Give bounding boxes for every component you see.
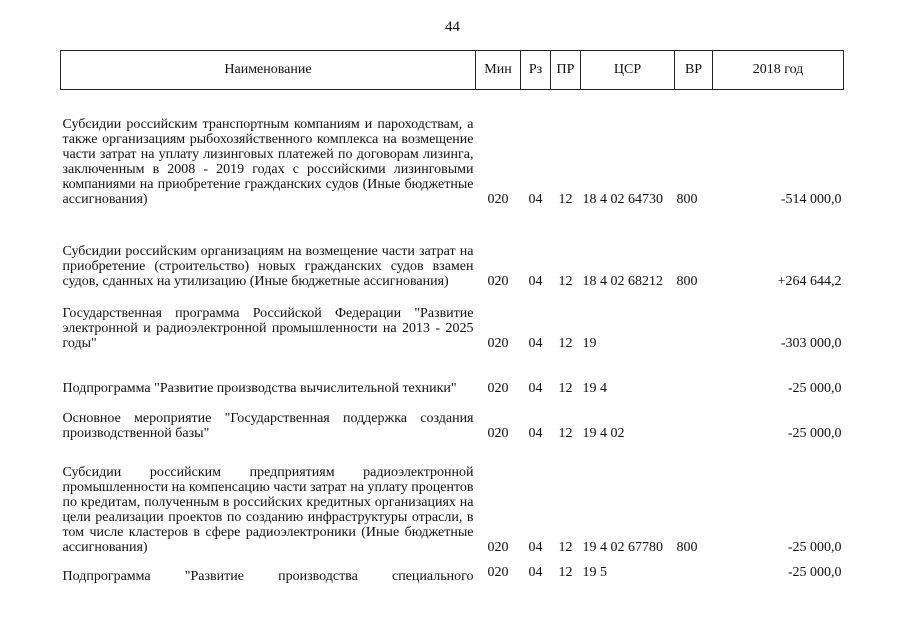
row-pr: 12 xyxy=(558,273,573,289)
row-csr: 19 4 02 67780 xyxy=(582,539,663,555)
row-pr: 12 xyxy=(558,335,573,351)
row-rz: 04 xyxy=(528,539,543,555)
row-rz: 04 xyxy=(528,191,543,207)
row-amount: -25 000,0 xyxy=(787,380,842,396)
table-row xyxy=(61,217,844,299)
row-min: 020 xyxy=(487,564,509,580)
row-rz: 04 xyxy=(528,425,543,441)
row-pr: 12 xyxy=(558,564,573,580)
row-pr: 12 xyxy=(558,380,573,396)
row-vr xyxy=(675,299,713,361)
table-row xyxy=(61,361,844,406)
row-pr: 12 xyxy=(558,425,573,441)
table-row xyxy=(61,565,844,593)
budget-table xyxy=(60,50,844,593)
row-rz: 04 xyxy=(528,335,543,351)
row-csr: 19 xyxy=(582,335,597,351)
row-amount: -25 000,0 xyxy=(787,539,842,555)
row-rz: 04 xyxy=(528,380,543,396)
header-rz: Рз xyxy=(521,51,551,90)
row-min: 020 xyxy=(487,273,509,289)
row-amount: +264 644,2 xyxy=(777,273,842,289)
row-amount: -25 000,0 xyxy=(787,564,842,580)
row-amount: -303 000,0 xyxy=(780,335,842,351)
row-name: Государственная программа Российской Федерации "Развитие электронной и радиоэлектронной промышленности на 2013 - 2025 годы" xyxy=(62,305,474,351)
row-rz: 04 xyxy=(528,273,543,289)
row-name: Подпрограмма "Развитие производства специального xyxy=(62,568,474,584)
table-header-row xyxy=(61,51,844,90)
header-name: Наименование xyxy=(61,51,476,90)
header-vr: ВР xyxy=(675,51,713,90)
row-csr: 19 5 xyxy=(582,564,607,580)
row-min: 020 xyxy=(487,191,509,207)
table-row xyxy=(61,406,844,451)
row-vr: 800 xyxy=(676,539,698,555)
row-name: Субсидии российским транспортным компаниям и пароходствам, а также организациям рыбохозяйственного комплекса на возмещение части затрат на уплату лизинговых платежей по договорам лизинга, заключенным в 2008 - 2019 годах с российскими лизинговыми компаниями на приобретение гражданских судов (Иные бюджетные ассигнования) xyxy=(62,116,474,207)
row-name: Подпрограмма "Развитие производства вычислительной техники" xyxy=(62,380,457,396)
header-csr: ЦСР xyxy=(581,51,675,90)
row-csr: 19 4 02 xyxy=(582,425,625,441)
table-row xyxy=(61,90,844,217)
row-amount: -25 000,0 xyxy=(787,425,842,441)
table-row xyxy=(61,451,844,565)
row-pr: 12 xyxy=(558,191,573,207)
row-min: 020 xyxy=(487,380,509,396)
row-vr xyxy=(675,361,713,406)
row-name: Основное мероприятие "Государственная поддержка создания производственной базы" xyxy=(62,410,474,441)
row-min: 020 xyxy=(487,335,509,351)
row-vr xyxy=(675,565,713,593)
row-min: 020 xyxy=(487,425,509,441)
header-min: Мин xyxy=(476,51,521,90)
header-year: 2018 год xyxy=(713,51,844,90)
row-rz: 04 xyxy=(528,564,543,580)
row-name: Субсидии российским предприятиям радиоэлектронной промышленности на компенсацию части затрат на уплату процентов по кредитам, полученным в российских кредитных организациях на цели реализации проектов по созданию инфраструктуры отрасли, в том числе кластеров в сфере радиоэлектроники (Иные бюджетные ассигнования) xyxy=(62,464,474,555)
row-vr xyxy=(675,406,713,451)
row-vr: 800 xyxy=(676,191,698,207)
row-name: Субсидии российским организациям на возмещение части затрат на приобретение (строительство) новых гражданских судов взамен судов, сданных на утилизацию (Иные бюджетные ассигнования) xyxy=(62,243,474,289)
page-number: 44 xyxy=(445,19,460,35)
header-pr: ПР xyxy=(551,51,581,90)
row-amount: -514 000,0 xyxy=(780,191,842,207)
row-vr: 800 xyxy=(676,273,698,289)
row-min: 020 xyxy=(487,539,509,555)
row-csr: 18 4 02 64730 xyxy=(582,191,663,207)
row-pr: 12 xyxy=(558,539,573,555)
row-csr: 19 4 xyxy=(582,380,607,396)
row-csr: 18 4 02 68212 xyxy=(582,273,663,289)
table-row xyxy=(61,299,844,361)
